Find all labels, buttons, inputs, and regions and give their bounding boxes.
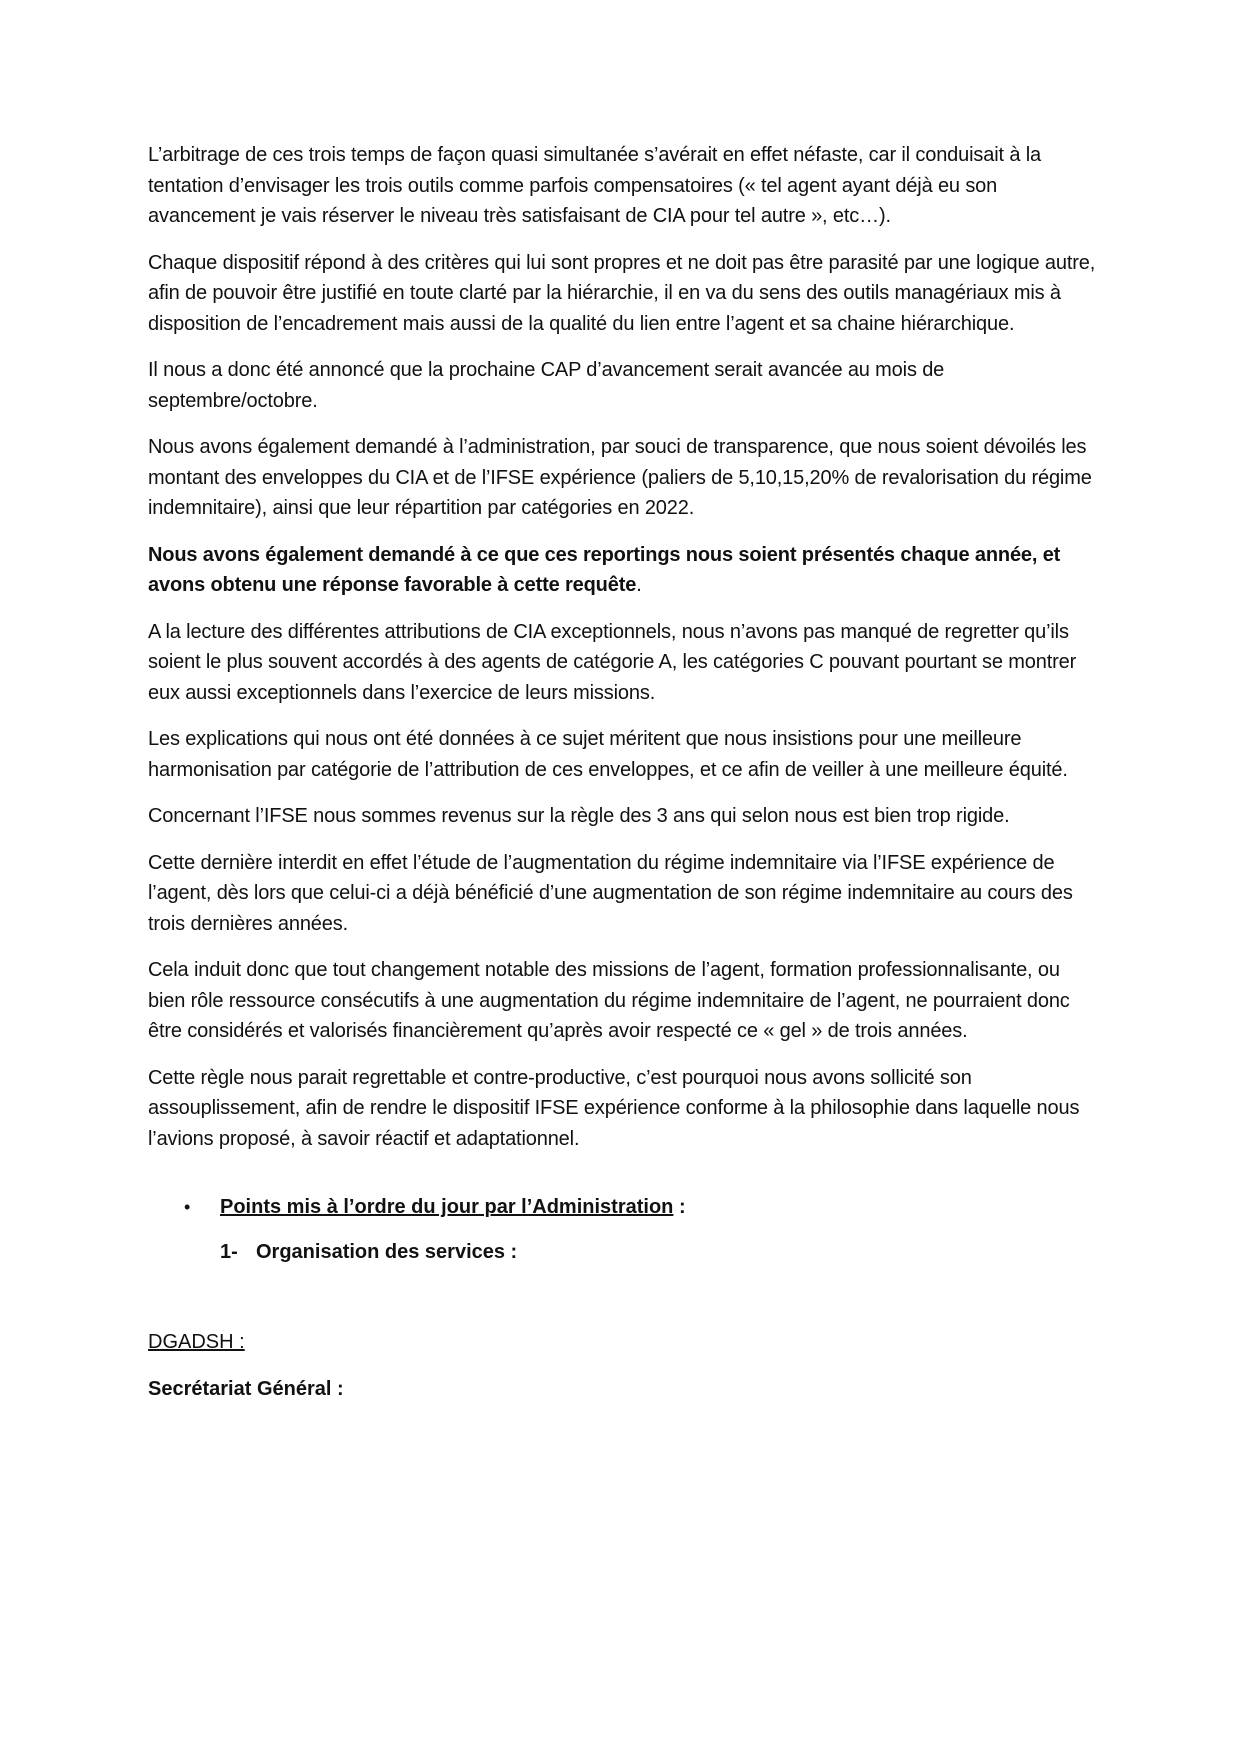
subsection-heading [148,1374,1100,1405]
paragraph-cap-annonce: Il nous a donc été annoncé que la prochaine CAP d’avancement serait avancée au mois de septembre/octobre. [148,359,945,412]
agenda-bullet-suffix: : [673,1196,686,1218]
paragraph-gel: Cela induit donc que tout changement notable des missions de l’agent, formation professionnalisante, ou bien rôle ressource consécutifs à une augmentation du régime indemnitaire de l’agent, ne pourraient donc être considérés et valorisés financièrement qu’après avoir respecté ce « gel » de trois années. [148,959,1070,1042]
paragraph-transparence: Nous avons également demandé à l’administration, par souci de transparence, que nous soient dévoilés les montant des enveloppes du CIA et de l’IFSE expérience (paliers de 5,10,15,20% de revalorisation du régime indemnitaire), ainsi que leur répartition par catégories en 2022. [148,436,1092,519]
agenda-bullet [148,1192,1100,1223]
paragraph-assouplissement: Cette règle nous parait regrettable et contre-productive, c’est pourquoi nous avons sollicité son assouplissement, afin de rendre le dispositif IFSE expérience conforme à la philosophie dans laquelle nous l’avions proposé, à savoir réactif et adaptationnel. [148,1066,1080,1150]
paragraph-harmonisation: Les explications qui nous ont été données à ce sujet méritent que nous insistions pour une meilleure harmonisation par catégorie de l’attribution de ces enveloppes, et ce afin de veiller à une meilleure équité. [148,728,1068,781]
reportings-tail: . [636,574,642,596]
paragraph-dispositif: Chaque dispositif répond à des critères qui lui sont propres et ne doit pas être parasité par une logique autre, afin de pouvoir être justifié en toute clarté par la hiérarchie, il en va du sens des outils managériaux mis à disposition de l’encadrement mais aussi de la qualité du lien entre l’agent et sa chaine hiérarchique. [148,251,1096,335]
reportings-bold-text: Nous avons également demandé à ce que ces reportings nous soient présentés chaque année, et avons obtenu une réponse favorable à cette requête [148,543,1061,596]
paragraph-cia-exceptionnels: A la lecture des différentes attributions de CIA exceptionnels, nous n’avons pas manqué de regretter qu’ils soient le plus souvent accordés à des agents de catégorie A, les catégories C pouvant pourtant se montrer eux aussi exceptionnels dans l’exercice de leurs missions. [148,620,1077,704]
agenda-bullet-label: Points mis à l’ordre du jour par l’Administration [220,1196,674,1218]
paragraph-regle-3-ans: Concernant l’IFSE nous sommes revenus sur la règle des 3 ans qui selon nous est bien trop rigide. [148,805,1010,827]
item-number: 1- [220,1240,238,1263]
document-page [148,140,1100,1404]
numbered-item-organisation [148,1237,1100,1268]
item-label: Organisation des services : [256,1240,518,1263]
paragraph-arbitrage: L’arbitrage de ces trois temps de façon quasi simultanée s’avérait en effet néfaste, car il conduisait à la tentation d’envisager les trois outils comme parfois compensatoires (« tel agent ayant déjà eu son avancement je vais réserver le niveau très satisfaisant de CIA pour tel autre », etc…). [148,144,1041,227]
paragraph-interdiction: Cette dernière interdit en effet l’étude de l’augmentation du régime indemnitaire via l’IFSE expérience de l’agent, dès lors que celui-ci a déjà bénéficié d’une augmentation de son régime indemnitaire au cours des trois dernières années. [148,851,1073,935]
section-heading-dgadsh: DGADSH : [148,1331,245,1353]
paragraph-reportings [148,540,1100,601]
bullet-icon: • [184,1197,191,1217]
subsection-suffix: : [331,1377,344,1400]
agenda-bullet-text [220,1192,686,1223]
subsection-label: Secrétariat Général [148,1377,332,1400]
